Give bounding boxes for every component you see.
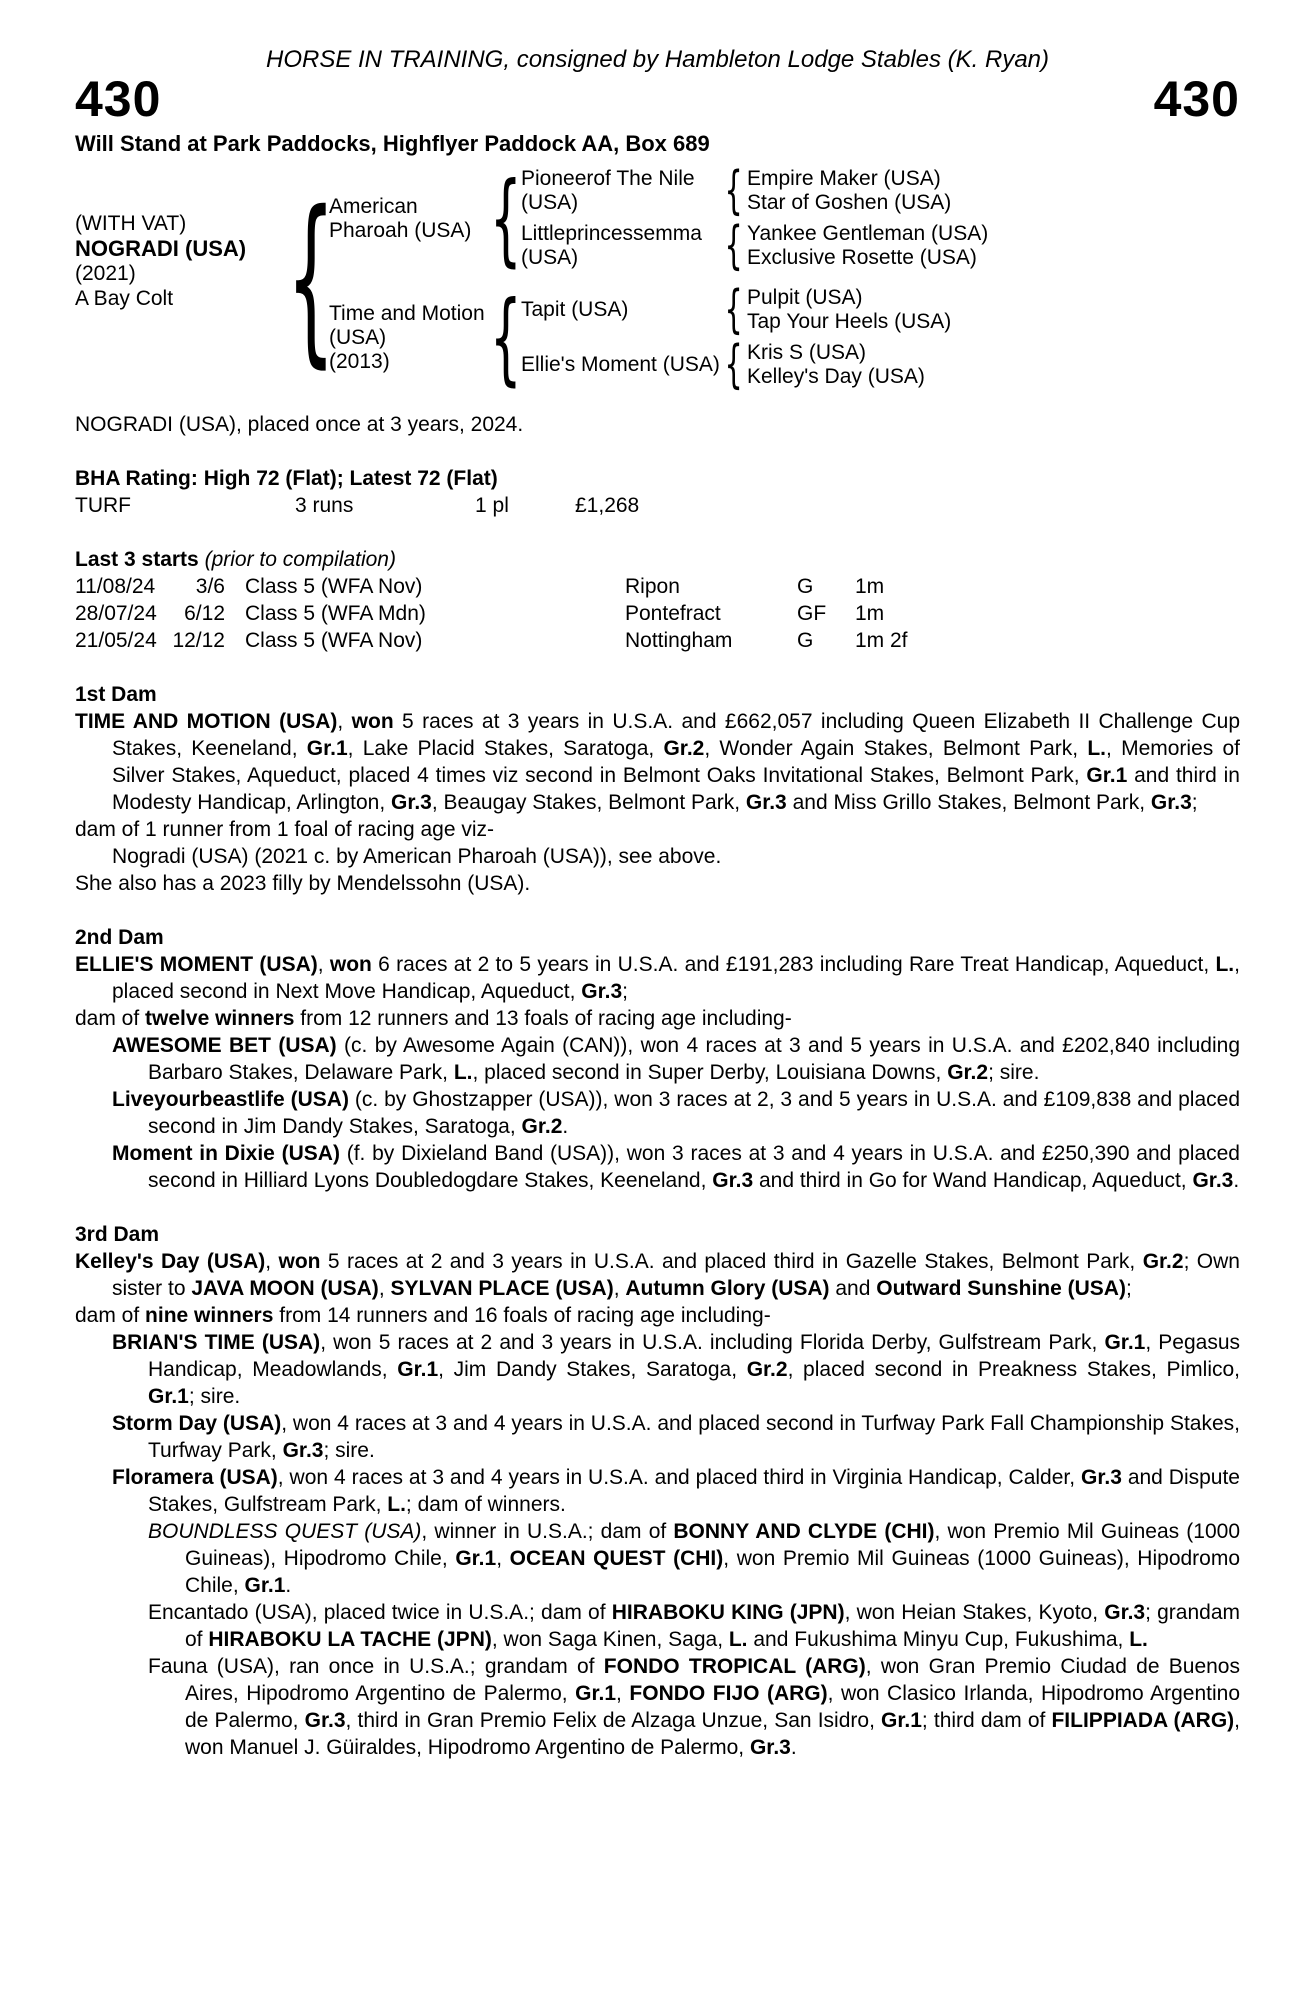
text-run: TIME AND MOTION (USA) — [75, 710, 338, 733]
pedigree-paragraph — [75, 843, 1240, 870]
race-distance: 1m 2f — [855, 629, 908, 652]
dam-brace — [490, 278, 522, 396]
text-run: Gr.1 — [244, 1574, 286, 1597]
text-run: , won Manuel J. Güiraldes, Hipodromo Argentino de Palermo, — [185, 1709, 1240, 1759]
text-run: , — [616, 1682, 630, 1705]
text-run: Gr.1 — [575, 1682, 617, 1705]
text-run: Gr.1 — [306, 737, 348, 760]
text-run: Liveyourbeastlife (USA) — [112, 1088, 349, 1111]
text-run: L. — [1087, 737, 1107, 760]
dam-paragraphs — [75, 1248, 1240, 1761]
pair-brace — [721, 161, 747, 221]
text-run: dam of — [75, 1304, 146, 1327]
text-run: , third in Gran Premio Felix de Alzaga Unzue, San Isidro, — [345, 1709, 882, 1732]
brace-icon: { — [490, 159, 522, 277]
text-run: Gr.1 — [455, 1547, 497, 1570]
pedigree-paragraph — [75, 951, 1240, 1005]
text-run: Storm Day (USA) — [112, 1412, 282, 1435]
text-run: Floramera (USA) — [112, 1466, 278, 1489]
text-run: (c. by Awesome Again (CAN)), won 4 races at 3 and 5 years in U.S.A. and £202,840 including Barbaro Stakes, Delaware Park, — [148, 1034, 1241, 1084]
text-run: , placed second in Preakness Stakes, Pimlico, — [787, 1358, 1241, 1381]
text-run: Gr.3 — [1081, 1466, 1122, 1489]
text-run: Outward Sunshine (USA) — [876, 1277, 1126, 1300]
text-run: OCEAN QUEST (CHI) — [509, 1547, 724, 1570]
race-going: GF — [797, 602, 827, 625]
text-run: Gr.2 — [947, 1061, 989, 1084]
sire-sire-name: Pioneerof The Nile (USA) — [521, 167, 695, 214]
text-run: dam of — [75, 1007, 146, 1030]
sire-sire-sire: Empire Maker (USA) — [747, 167, 941, 190]
text-run: Gr.3 — [304, 1709, 346, 1732]
sire-branch — [329, 159, 1240, 277]
pair-brace — [721, 216, 747, 276]
consignor-header: HORSE IN TRAINING, consigned by Hambleton Lodge Stables (K. Ryan) — [266, 46, 1049, 73]
text-run: , Wonder Again Stakes, Belmont Park, — [704, 737, 1088, 760]
pedigree-paragraph — [75, 1032, 1240, 1086]
dam-heading: 3rd Dam — [75, 1223, 160, 1246]
text-run: Gr.3 — [745, 791, 787, 814]
text-run: Gr.3 — [391, 791, 432, 814]
text-run: from 12 runners and 13 foals of racing age including- — [294, 1007, 792, 1030]
last-starts-section — [75, 546, 1240, 654]
race-course: Ripon — [625, 575, 680, 598]
text-run: , won 5 races at 2 and 3 years in U.S.A. including Florida Derby, Gulfstream Park, — [320, 1331, 1105, 1354]
text-run: , — [613, 1277, 626, 1300]
text-run: and Dispute Stakes, Gulfstream Park, — [148, 1466, 1240, 1516]
text-run: FONDO FIJO (ARG) — [629, 1682, 828, 1705]
race-position: 12/12 — [172, 629, 225, 652]
text-run: dam of 1 runner from 1 foal of racing age viz- — [75, 818, 495, 841]
text-run: , won 4 races at 3 and 4 years in U.S.A. and placed second in Turfway Park Fall Championship Stakes, Turfway Park, — [148, 1412, 1240, 1462]
text-run: , won Gran Premio Ciudad de Buenos Aires, Hipodromo Argentino de Palermo, — [185, 1655, 1240, 1705]
text-run: L. — [1215, 953, 1235, 976]
rating-row — [75, 492, 1240, 519]
race-class: Class 5 (WFA Nov) — [245, 629, 423, 652]
text-run: Gr.2 — [746, 1358, 788, 1381]
rating-surface: TURF — [75, 494, 131, 517]
text-run: ; Own sister to — [112, 1250, 1240, 1300]
text-run: nine winners — [145, 1304, 274, 1327]
last-starts-rows — [75, 573, 1240, 654]
birth-year: (2021) — [75, 262, 136, 285]
text-run: , won 4 races at 3 and 4 years in U.S.A. and placed third in Virginia Handicap, Calder, — [277, 1466, 1082, 1489]
pedigree-paragraph — [75, 1248, 1240, 1302]
text-run: ; — [1125, 1277, 1132, 1300]
text-run: L. — [453, 1061, 473, 1084]
dam-paragraphs — [75, 951, 1240, 1194]
text-run: BOUNDLESS QUEST (USA) — [148, 1520, 422, 1543]
sire-sire-dam: Star of Goshen (USA) — [747, 191, 952, 214]
text-run: twelve winners — [145, 1007, 295, 1030]
text-run: SYLVAN PLACE (USA) — [390, 1277, 614, 1300]
text-run: BRIAN'S TIME (USA) — [112, 1331, 321, 1354]
dam-dam-sire: Kris S (USA) — [747, 341, 867, 364]
dam-name-text: Time and Motion (USA) — [329, 301, 485, 349]
race-date: 28/07/24 — [75, 602, 157, 625]
text-run: FONDO TROPICAL (ARG) — [603, 1655, 866, 1678]
rating-runs: 3 runs — [295, 494, 354, 517]
pedigree-paragraph — [75, 708, 1240, 816]
race-class: Class 5 (WFA Mdn) — [245, 602, 426, 625]
pair-brace — [721, 280, 747, 340]
text-run: (c. by Ghostzapper (USA)), won 3 races at 2, 3 and 5 years in U.S.A. and £109,838 and placed second in Jim Dandy Stakes, Saratoga, — [148, 1088, 1240, 1138]
horse-name: NOGRADI (USA) — [75, 236, 247, 261]
text-run: L. — [728, 1628, 748, 1651]
text-run: She also has a 2023 filly by Mendelssohn (USA). — [75, 872, 531, 895]
text-run: BONNY AND CLYDE (CHI) — [673, 1520, 935, 1543]
text-run: Gr.3 — [282, 1439, 324, 1462]
text-run: 6 races at 2 to 5 years in U.S.A. and £191,283 including Rare Treat Handicap, Aqueduct, — [371, 953, 1216, 976]
race-row — [75, 627, 1240, 654]
sire-brace — [490, 159, 522, 277]
text-run: , won Heian Stakes, Kyoto, — [844, 1601, 1105, 1624]
text-run: and third in Go for Wand Handicap, Aqueduct, — [753, 1169, 1193, 1192]
text-run: won — [278, 1250, 321, 1273]
dam-sire-sire: Pulpit (USA) — [747, 286, 863, 309]
text-run: , Beaugay Stakes, Belmont Park, — [431, 791, 746, 814]
dam-heading: 2nd Dam — [75, 926, 164, 949]
brace-icon: { — [724, 335, 744, 395]
horse-info — [75, 211, 293, 391]
text-run: Gr.2 — [521, 1115, 563, 1138]
dam-year: (2013) — [329, 349, 390, 373]
text-run: , — [337, 710, 352, 733]
text-run: Gr.1 — [1104, 1331, 1146, 1354]
dam-sire-row — [521, 280, 1240, 340]
pedigree-paragraph — [75, 1086, 1240, 1140]
text-run: , won Saga Kinen, Saga, — [491, 1628, 729, 1651]
text-run: ELLIE'S MOMENT (USA) — [75, 953, 318, 976]
pedigree-table — [75, 159, 1240, 396]
text-run: and Fukushima Minyu Cup, Fukushima, — [747, 1628, 1130, 1651]
race-date: 11/08/24 — [75, 575, 156, 598]
text-run: , won Premio Mil Guineas (1000 Guineas), Hipodromo Chile, — [185, 1520, 1241, 1570]
dam-sire-name: Tapit (USA) — [521, 298, 629, 321]
text-run: ; grandam of — [185, 1601, 1240, 1651]
text-run: AWESOME BET (USA) — [112, 1034, 337, 1057]
text-run: Gr.1 — [148, 1385, 189, 1408]
race-class: Class 5 (WFA Nov) — [245, 575, 423, 598]
pedigree-paragraph — [75, 1464, 1240, 1518]
text-run: won — [329, 953, 372, 976]
vat-note: (WITH VAT) — [75, 212, 187, 235]
dam-dam-name: Ellie's Moment (USA) — [521, 353, 720, 376]
text-run: , — [496, 1547, 510, 1570]
text-run: ; dam of winners. — [405, 1493, 566, 1516]
text-run: and Miss Grillo Stakes, Belmont Park, — [786, 791, 1151, 814]
stand-location-line: Will Stand at Park Paddocks, Highflyer Paddock AA, Box 689 — [75, 131, 710, 156]
brace-icon: { — [724, 280, 744, 340]
text-run: and third in Modesty Handicap, Arlington, — [112, 764, 1240, 814]
text-run: , — [317, 953, 330, 976]
text-run: Autumn Glory (USA) — [625, 1277, 830, 1300]
race-going: G — [797, 575, 814, 598]
text-run: Gr.3 — [749, 1736, 791, 1759]
race-course: Pontefract — [625, 602, 721, 625]
text-run: Encantado (USA), placed twice in U.S.A.; dam of — [148, 1601, 612, 1624]
race-row — [75, 573, 1240, 600]
text-run: ; sire. — [323, 1439, 375, 1462]
sire-sire-row — [521, 161, 1240, 221]
text-run: Kelley's Day (USA) — [75, 1250, 266, 1273]
text-run: Gr.3 — [1192, 1169, 1234, 1192]
text-run: Gr.1 — [881, 1709, 922, 1732]
dam-section — [75, 681, 1240, 897]
last-starts-title — [75, 546, 1240, 573]
race-date: 21/05/24 — [75, 629, 157, 652]
pedigree-paragraph — [75, 1329, 1240, 1410]
text-run: ; sire. — [988, 1061, 1040, 1084]
brace-icon: { — [724, 161, 744, 221]
text-run: , placed second in Super Derby, Louisiana Downs, — [472, 1061, 948, 1084]
race-summary: NOGRADI (USA), placed once at 3 years, 2024. — [75, 413, 524, 436]
text-run: , won Clasico Irlanda, Hipodromo Argentino de Palermo, — [185, 1682, 1240, 1732]
pedigree-paragraph — [75, 816, 1240, 843]
pedigree-paragraph — [75, 1410, 1240, 1464]
text-run: ; — [622, 980, 629, 1003]
dam-sire-dam: Tap Your Heels (USA) — [747, 310, 952, 333]
dam-dam-row — [521, 335, 1240, 395]
race-course: Nottingham — [625, 629, 733, 652]
lot-number-row — [75, 71, 1240, 127]
text-run: Gr.1 — [397, 1358, 439, 1381]
text-run: Fauna (USA), ran once in U.S.A.; grandam of — [148, 1655, 604, 1678]
text-run: , winner in U.S.A.; dam of — [421, 1520, 674, 1543]
race-distance: 1m — [855, 575, 885, 598]
text-run: (f. by Dixieland Band (USA)), won 3 races at 3 and 4 years in U.S.A. and £250,390 and placed second in Hilliard Lyons Doubledogdare Stakes, Keeneland, — [148, 1142, 1240, 1192]
dam-branch — [329, 278, 1240, 396]
sire-dam-row — [521, 216, 1240, 276]
text-run: , Jim Dandy Stakes, Saratoga, — [438, 1358, 747, 1381]
text-run: Gr.2 — [1142, 1250, 1184, 1273]
text-run: Moment in Dixie (USA) — [112, 1142, 340, 1165]
text-run: , Memories of Silver Stakes, Aqueduct, placed 4 times viz second in Belmont Oaks Invitational Stakes, Belmont Park, — [112, 737, 1241, 787]
text-run: ; sire. — [188, 1385, 241, 1408]
text-run: won — [351, 710, 394, 733]
text-run: Gr.3 — [581, 980, 623, 1003]
dam-section — [75, 924, 1240, 1194]
text-run: Gr.3 — [712, 1169, 754, 1192]
sire-dam-name: Littleprincessemma (USA) — [521, 222, 702, 269]
pedigree-paragraph — [75, 1302, 1240, 1329]
text-run: ; — [1191, 791, 1198, 814]
last-starts-title-italic: (prior to compilation) — [204, 548, 396, 571]
text-run: . — [562, 1115, 569, 1138]
brace-icon: { — [286, 172, 336, 384]
dam-dam-dam: Kelley's Day (USA) — [747, 365, 925, 388]
text-run: JAVA MOON (USA) — [191, 1277, 379, 1300]
race-position: 3/6 — [195, 575, 225, 598]
dam-sections — [75, 681, 1240, 1761]
pedigree-paragraph — [75, 1005, 1240, 1032]
brace-icon: { — [490, 278, 522, 396]
text-run: . — [285, 1574, 292, 1597]
text-run: from 14 runners and 16 foals of racing age including- — [273, 1304, 771, 1327]
pedigree-paragraph — [75, 1653, 1240, 1761]
lot-number-right: 430 — [1153, 71, 1240, 127]
text-run: , — [378, 1277, 391, 1300]
text-run: FILIPPIADA (ARG) — [1051, 1709, 1235, 1732]
last-starts-title-bold: Last 3 starts — [75, 548, 199, 571]
colour-sex: A Bay Colt — [75, 287, 174, 310]
pedigree-paragraph — [75, 1140, 1240, 1194]
race-position: 6/12 — [184, 602, 225, 625]
pedigree-paragraph — [75, 1599, 1240, 1653]
pedigree-outer-brace — [286, 165, 336, 391]
text-run: Gr.3 — [1104, 1601, 1146, 1624]
text-run: ; third dam of — [921, 1709, 1052, 1732]
text-run: , Lake Placid Stakes, Saratoga, — [347, 737, 664, 760]
text-run: , placed second in Next Move Handicap, Aqueduct, — [112, 953, 1240, 1003]
text-run: Gr.3 — [1150, 791, 1192, 814]
rating-earnings: £1,268 — [575, 494, 640, 517]
text-run: , won Premio Mil Guineas (1000 Guineas), Hipodromo Chile, — [185, 1547, 1241, 1597]
lot-number-left: 430 — [75, 71, 162, 127]
dam-paragraphs — [75, 708, 1240, 897]
race-row — [75, 600, 1240, 627]
text-run: Nogradi (USA) (2021 c. by American Pharoah (USA)), see above. — [112, 845, 722, 868]
text-run: . — [790, 1736, 797, 1759]
dam-heading: 1st Dam — [75, 683, 157, 706]
race-going: G — [797, 629, 814, 652]
pedigree-paragraph — [75, 1518, 1240, 1599]
text-run: 5 races at 2 and 3 years in U.S.A. and placed third in Gazelle Stakes, Belmont Park, — [320, 1250, 1143, 1273]
dam-name — [329, 302, 491, 374]
bha-rating-heading: BHA Rating: High 72 (Flat); Latest 72 (Flat) — [75, 467, 498, 490]
text-run: Gr.2 — [663, 737, 705, 760]
dam-section — [75, 1221, 1240, 1761]
race-distance: 1m — [855, 602, 885, 625]
sire-name: American Pharoah (USA) — [329, 194, 472, 242]
brace-icon: { — [724, 216, 744, 276]
text-run: , Pegasus Handicap, Meadowlands, — [148, 1331, 1240, 1381]
text-run: Gr.1 — [1086, 764, 1128, 787]
sire-dam-dam: Exclusive Rosette (USA) — [747, 246, 977, 269]
pedigree-paragraph — [75, 870, 1240, 897]
sire-dam-sire: Yankee Gentleman (USA) — [747, 222, 989, 245]
text-run: HIRABOKU KING (JPN) — [611, 1601, 845, 1624]
text-run: 5 races at 3 years in U.S.A. and £662,057 including Queen Elizabeth II Challenge Cup Stakes, Keeneland, — [112, 710, 1241, 760]
text-run: L. — [1129, 1628, 1148, 1651]
text-run: . — [1233, 1169, 1240, 1192]
pedigree-branches — [329, 159, 1240, 396]
rating-places: 1 pl — [475, 494, 509, 517]
text-run: L. — [387, 1493, 406, 1516]
text-run: HIRABOKU LA TACHE (JPN) — [208, 1628, 492, 1651]
text-run: and — [829, 1277, 877, 1300]
text-run: , — [265, 1250, 279, 1273]
pair-brace — [721, 335, 747, 395]
